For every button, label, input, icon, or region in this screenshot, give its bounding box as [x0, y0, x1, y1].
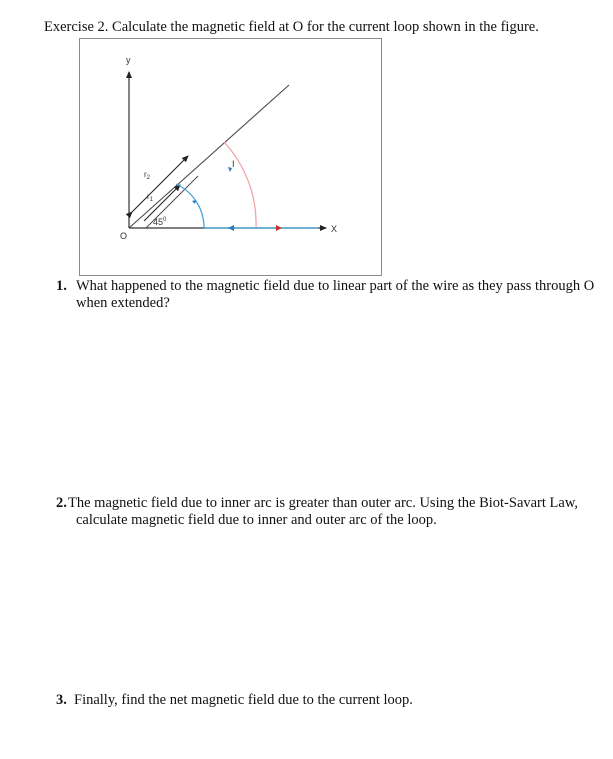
x-axis-label: X [331, 224, 338, 234]
question-1-text-line2: when extended? [76, 295, 170, 311]
question-1 [56, 278, 601, 312]
question-2-text-line1: The magnetic field due to inner arc is greater than outer arc. Using the Biot-Savart Law, [68, 495, 578, 511]
horizontal-current-arrow-right [276, 225, 282, 231]
r1-arrow [144, 185, 180, 221]
current-label: I [232, 159, 235, 169]
question-3 [56, 692, 601, 709]
question-1-text-line1: What happened to the magnetic field due to linear part of the wire as they pass through O [76, 278, 595, 294]
angle-label: $45^0$ [153, 217, 167, 227]
question-1-number: 1. [56, 278, 67, 294]
y-axis-label: y [126, 55, 131, 65]
question-3-number: 3. [56, 692, 67, 708]
question-2 [56, 495, 601, 529]
question-3-text-line1: Finally, find the net magnetic field due to the current loop. [74, 692, 413, 708]
figure-current-loop [79, 38, 382, 276]
horizontal-current-arrow-left [228, 225, 234, 231]
exercise-heading: Exercise 2. Calculate the magnetic field at O for the current loop shown in the figure. [44, 19, 539, 35]
diagonal-wire-long [129, 85, 289, 228]
question-2-text-line2: calculate magnetic field due to inner and outer arc of the loop. [76, 512, 437, 528]
question-2-number: 2. [56, 495, 67, 511]
r1-label: $r_1$ [147, 192, 154, 203]
inner-arc [176, 184, 204, 228]
outer-arc [224, 142, 256, 228]
r2-label: $r_2$ [144, 170, 151, 181]
r2-arrow [132, 156, 188, 212]
diagram-svg [80, 39, 383, 277]
inner-arc-arrow [192, 200, 196, 204]
origin-label: O [120, 231, 128, 241]
